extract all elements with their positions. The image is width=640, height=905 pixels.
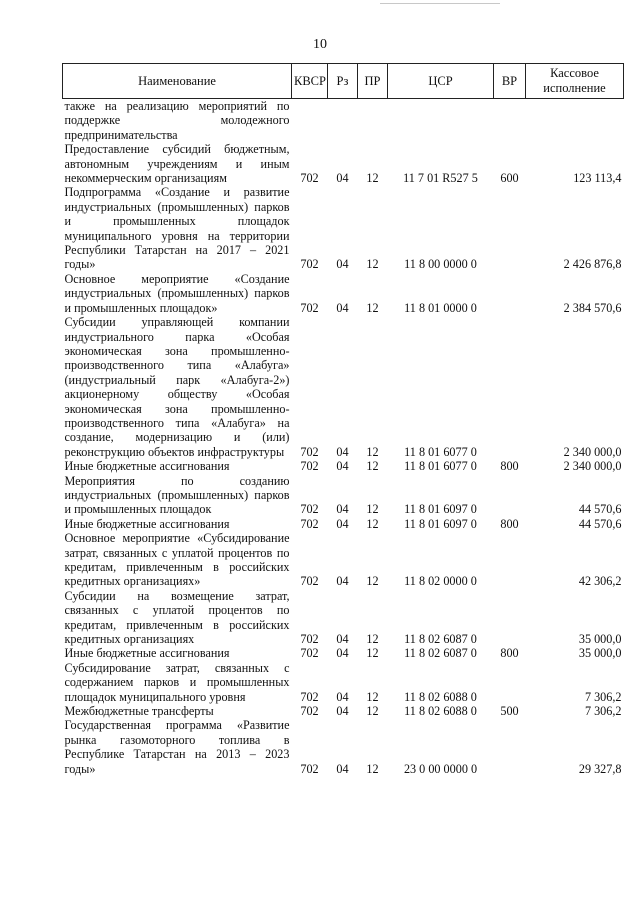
- row-rz: 04: [336, 761, 349, 776]
- row-amount: 44 570,6: [578, 502, 622, 517]
- row-kvsr: 702: [300, 761, 319, 776]
- table-row: [63, 99, 624, 143]
- budget-table: [62, 63, 624, 776]
- row-vr: [494, 185, 526, 271]
- row-pr: 12: [366, 300, 379, 315]
- row-kvsr: 702: [300, 459, 319, 474]
- row-rz: 04: [336, 574, 349, 589]
- row-csr: 11 8 00 0000 0: [404, 257, 477, 272]
- row-csr: 11 8 01 6077 0: [404, 459, 477, 474]
- table-header: [63, 64, 624, 99]
- row-name: Основное мероприятие «Создание индустриальных (промышленных) парков и промышленных площадок»: [64, 271, 290, 315]
- col-vr-header: ВР: [494, 64, 526, 99]
- table-row: [63, 272, 624, 315]
- row-pr: 12: [366, 171, 379, 186]
- row-name: Иные бюджетные ассигнования: [64, 516, 230, 531]
- row-rz: 04: [336, 171, 349, 186]
- table-row: [63, 646, 624, 660]
- row-vr: 600: [500, 171, 519, 186]
- table-body: [63, 99, 624, 777]
- row-pr: 12: [366, 704, 379, 719]
- row-vr: 800: [500, 646, 519, 661]
- table-row: [63, 517, 624, 531]
- row-amount: 2 340 000,0: [563, 459, 622, 474]
- row-csr: 11 8 02 6088 0: [404, 704, 477, 719]
- row-pr: 12: [366, 502, 379, 517]
- row-name: также на реализацию мероприятий по поддержке молодежного предпринимательства: [64, 99, 290, 142]
- row-rz: 04: [336, 689, 349, 704]
- row-rz: 04: [336, 502, 349, 517]
- row-csr: 11 8 01 6097 0: [404, 516, 477, 531]
- table-row: [63, 142, 624, 185]
- row-vr: [494, 315, 526, 459]
- row-name: Субсидии управляющей компании индустриального парка «Особая экономическая зона промышленно-производственного типа «Алабуга» (индустриальный парк «Алабуга-2») акционерному обществу «Особая экономическая зона промышленно-производственного типа «Алабуга» на создание, модернизацию и (или) реконструкцию объектов инфраструктуры: [64, 315, 290, 459]
- row-rz: 04: [336, 632, 349, 647]
- page-number: 10: [313, 37, 327, 52]
- row-pr: 12: [366, 459, 379, 474]
- table-row: [63, 531, 624, 589]
- table-row: [63, 589, 624, 647]
- row-kvsr: 702: [300, 516, 319, 531]
- row-amount: 35 000,0: [578, 632, 622, 647]
- row-csr: 11 7 01 R527 5: [403, 171, 478, 186]
- row-csr: 23 0 00 0000 0: [403, 761, 478, 776]
- row-vr: [494, 474, 526, 517]
- row-amount: 123 113,4: [573, 171, 622, 186]
- row-amount: 2 384 570,6: [563, 300, 622, 315]
- row-rz: 04: [336, 459, 349, 474]
- row-csr: 11 8 02 0000 0: [404, 574, 477, 589]
- row-rz: [328, 99, 358, 143]
- row-name: Государственная программа «Развитие рынка газомоторного топлива в Республике Татарстан на 2013 – 2023 годы»: [64, 718, 290, 776]
- col-pr-header: ПР: [358, 64, 388, 99]
- row-kvsr: 702: [300, 632, 319, 647]
- row-amount: [526, 99, 624, 143]
- row-kvsr: [292, 99, 328, 143]
- row-amount: 42 306,2: [578, 574, 622, 589]
- row-rz: 04: [336, 257, 349, 272]
- row-rz: 04: [336, 516, 349, 531]
- row-csr: 11 8 02 6087 0: [404, 646, 477, 661]
- scan-mark: [380, 3, 500, 4]
- row-vr: [494, 272, 526, 315]
- table-row: [63, 474, 624, 517]
- col-kvsr-header: КВСР: [292, 64, 328, 99]
- row-pr: 12: [366, 257, 379, 272]
- row-name: Субсидирование затрат, связанных с содержанием парков и промышленных площадок муниципального уровня: [64, 660, 290, 704]
- row-kvsr: 702: [300, 257, 319, 272]
- row-amount: 2 426 876,8: [563, 257, 622, 272]
- row-kvsr: 702: [300, 646, 319, 661]
- table-row: [63, 718, 624, 776]
- row-csr: 11 8 02 6087 0: [404, 632, 477, 647]
- row-kvsr: 702: [300, 502, 319, 517]
- row-csr: [388, 99, 494, 143]
- row-name: Межбюджетные трансферты: [64, 704, 214, 719]
- row-amount: 7 306,2: [584, 704, 622, 719]
- table-row: [63, 661, 624, 704]
- row-name: Подпрограмма «Создание и развитие индустриальных (промышленных) парков и промышленных площадок муниципального уровня на территории Республики Татарстан на 2017 – 2021 годы»: [64, 185, 290, 272]
- row-rz: 04: [336, 300, 349, 315]
- row-vr: [494, 718, 526, 776]
- table-row: [63, 459, 624, 473]
- row-name: Предоставление субсидий бюджетным, автономным учреждениям и иным некоммерческим организациям: [64, 142, 290, 186]
- col-csr-header: ЦСР: [388, 64, 494, 99]
- row-rz: 04: [336, 444, 349, 459]
- row-pr: 12: [366, 646, 379, 661]
- row-pr: 12: [366, 574, 379, 589]
- row-amount: 2 340 000,0: [563, 444, 622, 459]
- row-vr: [494, 99, 526, 143]
- row-amount: 29 327,8: [578, 761, 622, 776]
- row-name: Иные бюджетные ассигнования: [64, 646, 230, 661]
- row-vr: 500: [500, 704, 519, 719]
- row-csr: 11 8 02 6088 0: [404, 689, 477, 704]
- row-pr: [358, 99, 388, 143]
- row-vr: 800: [500, 516, 519, 531]
- row-vr: 800: [500, 459, 519, 474]
- row-amount: 35 000,0: [578, 646, 622, 661]
- row-kvsr: 702: [300, 689, 319, 704]
- row-pr: 12: [366, 516, 379, 531]
- row-csr: 11 8 01 0000 0: [404, 300, 477, 315]
- row-rz: 04: [336, 646, 349, 661]
- row-vr: [494, 589, 526, 647]
- row-name: Субсидии на возмещение затрат, связанных с уплатой процентов по кредитам, привлеченным в российских кредитных организациях: [64, 588, 290, 647]
- row-kvsr: 702: [300, 704, 319, 719]
- row-kvsr: 702: [300, 171, 319, 186]
- table-row: [63, 315, 624, 459]
- row-name: Основное мероприятие «Субсидирование затрат, связанных с уплатой процентов по кредитам, привлеченным в российских кредитных организациях»: [64, 531, 290, 589]
- col-name-header: Наименование: [63, 64, 292, 99]
- row-name: Иные бюджетные ассигнования: [64, 459, 230, 474]
- row-pr: 12: [366, 761, 379, 776]
- row-kvsr: 702: [300, 300, 319, 315]
- table-row: [63, 704, 624, 718]
- row-rz: 04: [336, 704, 349, 719]
- row-pr: 12: [366, 689, 379, 704]
- col-rz-header: Рз: [328, 64, 358, 99]
- row-pr: 12: [366, 444, 379, 459]
- row-kvsr: 702: [300, 574, 319, 589]
- row-name: Мероприятия по созданию индустриальных (промышленных) парков и промышленных площадок: [64, 473, 290, 517]
- row-amount: 44 570,6: [578, 516, 622, 531]
- row-amount: 7 306,2: [584, 689, 622, 704]
- row-csr: 11 8 01 6077 0: [404, 444, 477, 459]
- row-pr: 12: [366, 632, 379, 647]
- table-row: [63, 185, 624, 271]
- row-vr: [494, 661, 526, 704]
- row-csr: 11 8 01 6097 0: [404, 502, 477, 517]
- col-amount-header: Кассовое исполнение: [526, 64, 624, 99]
- row-kvsr: 702: [300, 444, 319, 459]
- row-vr: [494, 531, 526, 589]
